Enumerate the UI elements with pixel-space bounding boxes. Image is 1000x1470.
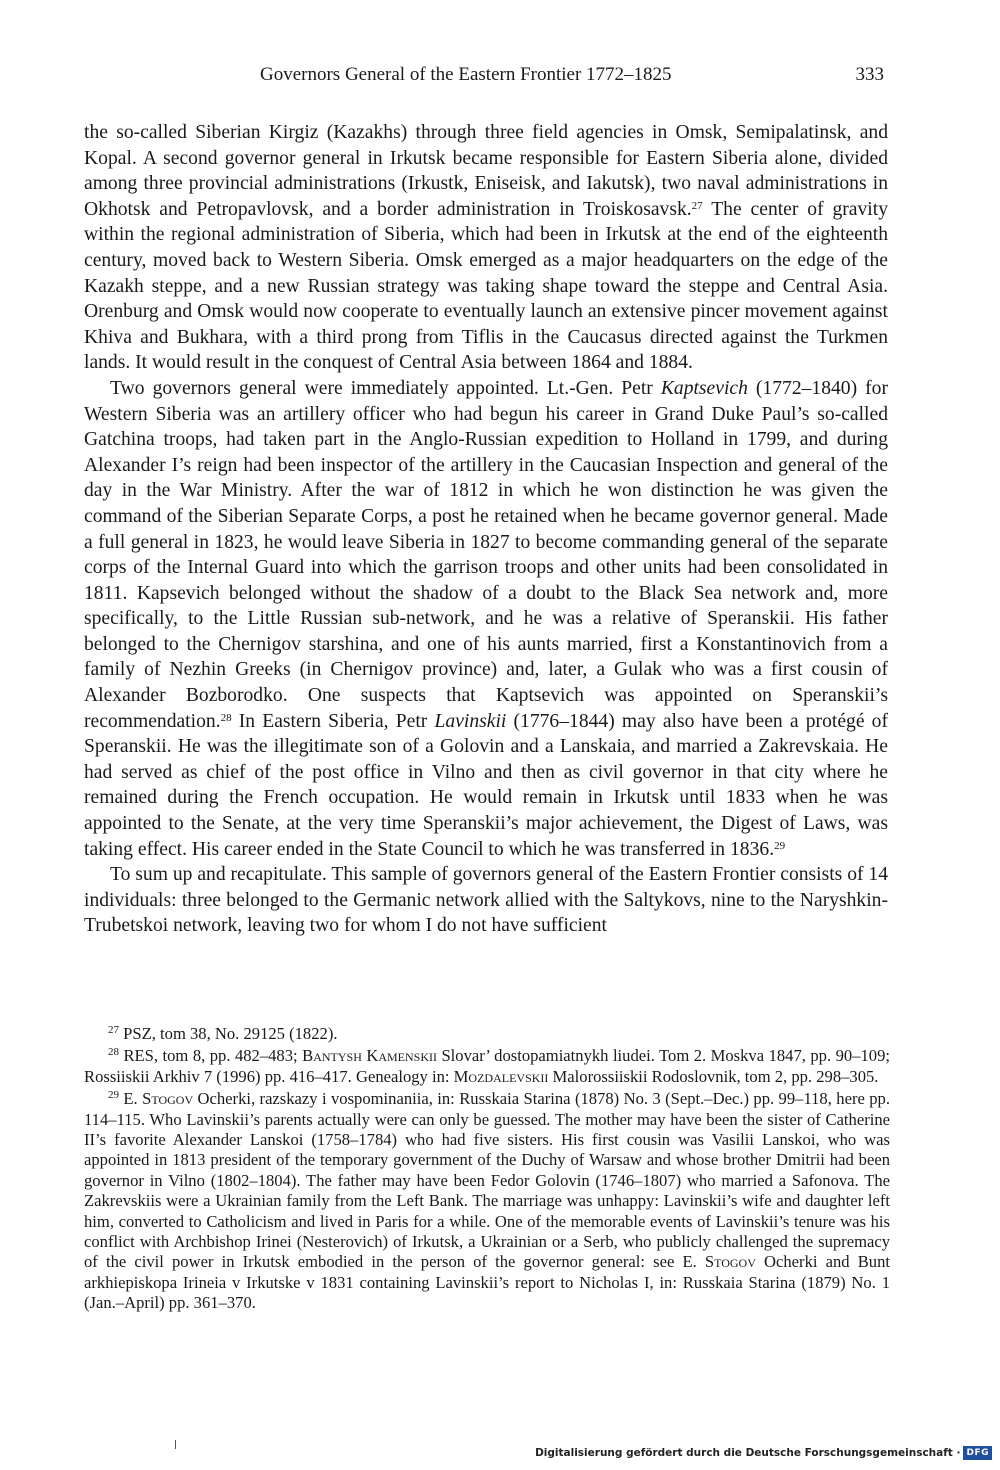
footnote-29-author-2: E. Stogov: [682, 1252, 756, 1272]
footnote-28-author-1: Bantysh Kamenskii: [302, 1046, 437, 1066]
scan-mark: [175, 1440, 176, 1449]
funding-note: [535, 1444, 992, 1462]
main-text: [84, 120, 888, 939]
footnote-number-29: 29: [108, 1089, 119, 1102]
footnote-ref-28: 28: [220, 711, 232, 724]
footnote-29-text-c: Ocherki and Bunt arkhiepiskopa Irineia v Irkutske v 1831 containing Lavinskii’s report to Nicholas I, in: Russkaia Starina (1879) No. 1 (Jan.–April) pp. 361–370.: [84, 1252, 890, 1313]
footnote-28-text-a: RES, tom 8, pp. 482–483;: [119, 1046, 303, 1066]
footnotes: [84, 1024, 890, 1314]
paragraph-1: [84, 120, 888, 376]
dfg-logo-icon: DFG: [963, 1446, 992, 1460]
footnote-28: [84, 1046, 890, 1087]
name-kaptsevich: Kaptsevich: [660, 377, 748, 399]
paragraph-2-text-b: (1772–1840) for Western Siberia was an artillery officer who had begun his career in Grand Duke Paul’s so-called Gatchina troops, had taken part in the Anglo-Russian expedition to Holland in 1799, and during Alexander I’s reign had been inspector of the artillery in the Caucasian Inspection and general of the day in the War Ministry. After the war of 1812 in which he won distinction he was given the command of the Siberian Separate Corps, a post he retained when he became governor general. Made a full general in 1823, he would leave Siberia in 1827 to become commanding general of the separate corps of the Internal Guard into which the garrison troops and other units had been consolidated in 1811. Kapsevich belonged without the shadow of a doubt to the Black Sea network and, more specifically, to the Little Russian sub-network, and he was a relative of Speranskii. His father belonged to the Chernigov starshina, and one of his aunts married, first a Konstantinovich from a family of Nezhin Greeks (in Chernigov province) and, later, a Gulak who was a first cousin of Alexander Bozborodko. One suspects that Kaptsevich was appointed on Speranskii’s recommendation.: [84, 377, 888, 732]
footnote-28-text-c: Malorossiiskii Rodoslovnik, tom 2, pp. 298–305.: [548, 1066, 879, 1086]
paragraph-2-text-c: In Eastern Siberia, Petr: [231, 710, 435, 732]
running-title: Governors General of the Eastern Frontier 1772–1825: [260, 64, 672, 85]
page-number: 333: [855, 64, 884, 85]
paragraph-3: To sum up and recapitulate. This sample of governors general of the Eastern Frontier consists of 14 individuals: three belonged to the Germanic network allied with the Saltykovs, nine to the Naryshkin-Trubetskoi network, leaving two for whom I do not have sufficient: [84, 864, 889, 937]
footnote-27: [84, 1024, 890, 1044]
running-head: [84, 64, 884, 88]
paragraph-2-text-d: (1776–1844) may also have been a protégé of Speranskii. He was the illegitimate son of a Golovin and a Lanskaia, and married a Zakrevskaia. He had served as chief of the post office in Vilno and then as civil governor in that city where he remained during the French occupation. He would remain in Irkutsk until 1833 when he was appointed to the Senate, at the very time Speranskii’s major achievement, the Digest of Laws, was taking effect. His career ended in the State Council to which he was transferred in 1836.: [84, 710, 889, 860]
paragraph-1-text-b: The center of gravity within the regional administration of Siberia, which had been in Irkutsk at the end of the eighteenth century, moved back to Western Siberia. Omsk emerged as a major headquarters on the edge of the Kazakh steppe, and a new Russian strategy was taking shape toward the steppe and Central Asia. Orenburg and Omsk would now cooperate to eventually launch an extensive pincer movement against Khiva and Bukhara, with a third prong from Tiflis in the Caucasus directed against the Turkmen lands. It would result in the conquest of Central Asia between 1864 and 1884.: [84, 198, 888, 374]
footnote-28-text-b: Slovar’ dostopamiatnykh liudei. Tom 2. Moskva 1847, pp. 90–109; Rossiiskii Arkhiv 7 (1996) pp. 416–417. Genealogy in:: [84, 1046, 890, 1086]
footnote-number-28: 28: [108, 1046, 119, 1059]
footnote-29: [84, 1089, 890, 1313]
paragraph-2: [84, 376, 888, 862]
footnote-number-27: 27: [108, 1024, 119, 1036]
footnote-29-text-b: Ocherki, razskazy i vospominaniia, in: Russkaia Starina (1878) No. 3 (Sept.–Dec.) pp. 99–118, here pp. 114–115. Who Lavinskii’s parents actually were can only be guessed. The mother may have been the sister of Catherine II’s favorite Alexander Lanskoi (1758–1784) who had five sisters. His first cousin was Vasilii Lanskoi, who was appointed in 1813 president of the temporary government of the Duchy of Warsaw and whose brother Dmitrii had been governor in Vilno (1802–1804). The father may have been Fedor Golovin (1746–1807) who married a Safonova. The Zakrevskiis were a Ukrainian family from the Left Bank. The marriage was unhappy: Lavinskii’s wife and daughter left him, converted to Catholicism and lived in Paris for a while. One of the memorable events of Lavinskii’s tenure was his conflict with Archbishop Irinei (Nesterovich) of Irkutsk, a Ukrainian or a Serb, who publicly challenged the supremacy of the civil power in Irkutsk embodied in the person of the governor general: see: [84, 1089, 890, 1272]
footnote-ref-29: 29: [774, 839, 786, 852]
footnote-29-author-1: E. Stogov: [123, 1089, 194, 1109]
funding-note-text: Digitalisierung gefördert durch die Deutsche Forschungsgemeinschaft ·: [535, 1447, 961, 1459]
footnote-ref-27: 27: [691, 199, 703, 212]
footnote-27-text: PSZ, tom 38, No. 29125 (1822).: [119, 1024, 338, 1043]
paragraph-1-text-a: the so-called Siberian Kirgiz (Kazakhs) through three field agencies in Omsk, Semipalatinsk, and Kopal. A second governor general in Irkutsk became responsible for Eastern Siberia alone, divided among three provincial administrations (Irkustk, Eniseisk, and Iakutsk), two naval administrations in Okhotsk and Petropavlovsk, and a border administration in Troiskosavsk.: [84, 122, 888, 220]
paragraph-2-text-a: Two governors general were immediately appointed. Lt.-Gen. Petr: [110, 377, 661, 399]
name-lavinskii: Lavinskii: [434, 710, 507, 732]
footnote-28-author-2: Mozdalevskii: [453, 1066, 549, 1086]
